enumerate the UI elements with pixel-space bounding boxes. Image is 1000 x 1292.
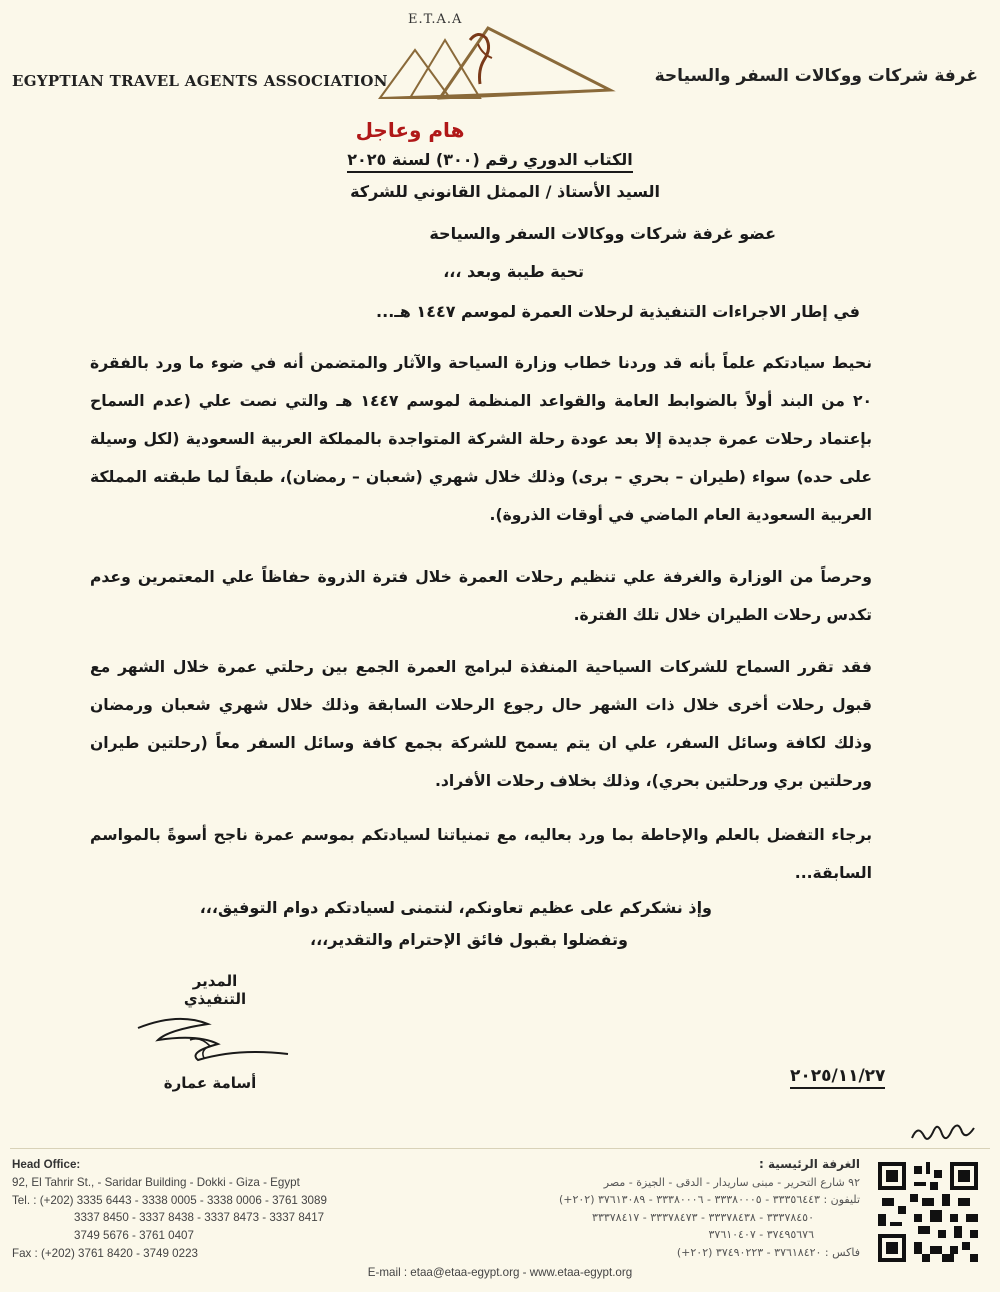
footer-address-line-en: 92, El Tahrir St., - Saridar Building - Dokki - Giza - Egypt — [12, 1175, 300, 1189]
addressee-line: السيد الأستاذ / الممثل القانوني للشركة — [350, 182, 660, 201]
paragraph-3: فقد تقرر السماح للشركات السياحية المنفذة لبرامج العمرة الجمع بين رحلتي عمرة خلال الشهر مع قبول رحلات أخرى خلال ذات الشهر حال رجوع الرحلات السابقة وذلك خلال شهري شعبان ورمضان وذلك لكافة وسائل السفر، علي ان يتم يسمح للشركة بجمع كافة وسائل السفر معاً (رحلتين طيران ورحلتين بري ورحلتين بحري)، وذلك بخلاف رحلات الأفراد. — [90, 658, 872, 790]
footer-heading-ar: الغرفة الرئيسية : — [758, 1157, 860, 1171]
urgent-label: هام وعاجل — [355, 118, 465, 142]
footer-tel-1-en: Tel. : (+202) 3335 6443 - 3338 0005 - 3338 0006 - 3761 3089 — [12, 1193, 327, 1207]
footer-tel-2-ar: ٣٣٣٧٨٤٥٠ - ٣٣٣٧٨٤٣٨ - ٣٣٣٧٨٤٧٣ - ٣٣٣٧٨٤١٧ — [592, 1210, 814, 1224]
signature-icon — [130, 1010, 290, 1080]
closing-line-2: وتفضلوا بقبول فائق الإحترام والتقدير،،، — [310, 930, 628, 949]
pyramids-logo-icon — [370, 10, 620, 110]
footer-divider — [10, 1148, 990, 1149]
footer-heading-en: Head Office: — [12, 1158, 81, 1171]
org-name-ar: غرفة شركات ووكالات السفر والسياحة — [654, 66, 978, 86]
footer-tel-2-en: 3337 8450 - 3337 8438 - 3337 8473 - 3337 8417 — [74, 1211, 325, 1225]
paragraph-4: برجاء التفضل بالعلم والإحاطة بما ورد بعاليه، مع تمنياتنا لسيادتكم بموسم عمرة ناجح أسوةً بالمواسم السابقة... — [90, 826, 872, 882]
footer-tel-3-ar: ٣٧٤٩٥٦٧٦ - ٣٧٦١٠٤٠٧ — [708, 1228, 814, 1242]
footer-tel-3-en: 3749 5676 - 3761 0407 — [74, 1229, 194, 1243]
logo-abbreviation: E.T.A.A — [408, 12, 463, 27]
signatory-name: أسامة عمارة — [163, 1074, 257, 1092]
footer-address-ar — [455, 1156, 860, 1262]
footer-fax-en: Fax : (+202) 3761 8420 - 3749 0223 — [12, 1246, 198, 1260]
context-line: في إطار الاجراءات التنفيذية لرحلات العمرة لموسم ١٤٤٧ هـ... — [376, 302, 860, 321]
circular-title — [300, 150, 680, 169]
footer-contact: E-mail : etaa@etaa-egypt.org - www.etaa-egypt.org — [367, 1266, 633, 1279]
org-name-en: EGYPTIAN TRAVEL AGENTS ASSOCIATION — [12, 72, 388, 90]
letter-date: ٢٠٢٥/١١/٢٧ — [790, 1066, 885, 1089]
paragraph-1: نحيط سيادتكم علماً بأنه قد وردنا خطاب وزارة السياحة والآثار والمتضمن أنه في ضوء ما ورد بالفقرة ٢٠ من البند أولاً بالضوابط العامة والقواعد المنظمة لموسم ١٤٤٧ هـ والتي نصت علي (عدم السماح بإعتماد رحلات عمرة جديدة إلا بعد عودة رحلة الشركة المتواجدة بالمملكة العربية السعودية (لكل وسيلة على حده) سواء (طيران – بحري – برى) وذلك خلال شهري (شعبان – رمضان)، طبقاً لما طبقته المملكة العربية السعودية العام الماضي في أوقات الذروة). — [90, 354, 872, 524]
qr-code-icon — [878, 1162, 978, 1262]
member-line: عضو غرفة شركات ووكالات السفر والسياحة — [429, 224, 776, 243]
signatory-title: المدير التنفيذي — [183, 972, 247, 1008]
footer-address-line-ar: ٩٢ شارع التحرير - مبنى ساريدار - الدقى - الجيزة - مصر — [603, 1175, 860, 1189]
footer-tel-1-ar: تليفون : ٣٣٣٥٦٤٤٣ - ٣٣٣٨٠٠٠٥ - ٣٣٣٨٠٠٠٦ - ٣٧٦١٣٠٨٩ (٢٠٢+) — [558, 1193, 860, 1207]
circular-title-text: الكتاب الدوري رقم (٣٠٠) لسنة ٢٠٢٥ — [347, 150, 633, 173]
initials-icon — [908, 1118, 978, 1146]
closing-line-1: وإذ نشكركم على عظيم تعاونكم، لنتمنى لسيادتكم دوام التوفيق،،، — [199, 898, 712, 917]
footer-fax-ar: فاكس : ٣٧٦١٨٤٢٠ - ٣٧٤٩٠٢٢٣ (٢٠٢+) — [676, 1245, 860, 1259]
paragraph-2: وحرصاً من الوزارة والغرفة علي تنظيم رحلات العمرة خلال فترة الذروة حفاظاً علي المعتمرين وعدم تكدس رحلات الطيران خلال تلك الفترة. — [90, 568, 872, 624]
greeting-line: تحية طيبة وبعد ،،، — [443, 262, 584, 281]
footer-address-en — [12, 1156, 432, 1263]
